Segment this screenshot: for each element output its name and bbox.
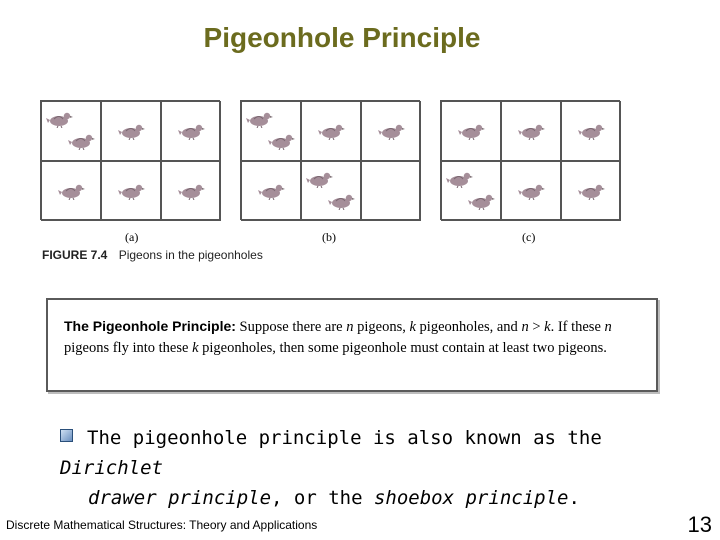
pigeonhole	[301, 101, 361, 161]
var-k: k	[544, 319, 551, 335]
var-n: n	[346, 319, 354, 335]
pigeon-icon	[518, 122, 546, 140]
principle-text-4: >	[528, 319, 545, 335]
pigeon-icon	[258, 182, 286, 200]
pigeon-icon	[178, 182, 206, 200]
principle-heading: The Pigeonhole Principle:	[64, 318, 236, 334]
bullet-term-shoebox: shoebox principle	[373, 487, 569, 509]
principle-text-7: pigeonholes, then some pigeonhole must contain at least two pigeons.	[198, 340, 607, 356]
pigeon-icon	[306, 170, 334, 188]
panel-label-a: (a)	[125, 230, 139, 244]
bullet-text-3: .	[568, 487, 580, 509]
pigeonhole-grid-a	[40, 100, 220, 220]
slide-title: Pigeonhole Principle	[203, 22, 481, 53]
square-bullet-icon	[60, 429, 73, 442]
var-k: k	[192, 340, 199, 356]
pigeonhole	[101, 161, 161, 221]
page-number: 13	[687, 512, 712, 537]
pigeon-icon	[268, 132, 296, 150]
pigeon-icon	[458, 122, 486, 140]
principle-box	[46, 298, 658, 392]
pigeon-icon	[578, 122, 606, 140]
pigeon-icon	[578, 182, 606, 200]
pigeon-icon	[68, 132, 96, 150]
panel-label-b: (b)	[322, 230, 336, 244]
principle-statement	[64, 316, 644, 359]
pigeonhole	[161, 161, 221, 221]
pigeonhole	[361, 161, 421, 221]
pigeon-icon	[58, 182, 86, 200]
pigeon-icon	[468, 192, 496, 210]
pigeonhole	[161, 101, 221, 161]
var-k: k	[409, 319, 416, 335]
pigeon-icon	[118, 122, 146, 140]
pigeon-icon	[518, 182, 546, 200]
pigeon-icon	[246, 110, 274, 128]
pigeonhole	[561, 101, 621, 161]
principle-text-6: pigeons fly into these	[64, 340, 193, 356]
pigeonhole	[241, 101, 301, 161]
bullet-text-1: The pigeonhole principle is also known as the	[87, 427, 602, 449]
principle-text-2: pigeons,	[353, 319, 410, 335]
pigeon-icon	[446, 170, 474, 188]
pigeonhole-grid-c	[440, 100, 620, 220]
principle-text-1: Suppose there are	[235, 319, 347, 335]
slide-footer: Discrete Mathematical Structures: Theory and Applications	[6, 518, 318, 532]
bullet-term-dirichlet: Dirichlet	[60, 457, 163, 479]
pigeonhole	[441, 101, 501, 161]
pigeon-figure	[40, 100, 640, 270]
pigeonhole	[441, 161, 501, 221]
bullet-text-2: , or the	[271, 487, 374, 509]
pigeonhole	[41, 161, 101, 221]
figure-caption	[42, 248, 263, 262]
pigeonhole	[361, 101, 421, 161]
pigeon-icon	[178, 122, 206, 140]
var-n: n	[521, 319, 529, 335]
bullet-term-drawer: drawer principle	[88, 487, 272, 509]
pigeon-icon	[318, 122, 346, 140]
principle-text-5: . If these	[550, 319, 605, 335]
figure-number: FIGURE 7.4	[42, 248, 108, 262]
pigeonhole	[301, 161, 361, 221]
pigeonhole	[501, 101, 561, 161]
pigeon-icon	[118, 182, 146, 200]
var-n: n	[604, 319, 612, 335]
pigeonhole	[241, 161, 301, 221]
panel-label-c: (c)	[522, 230, 536, 244]
pigeon-icon	[378, 122, 406, 140]
figure-caption-text: Pigeons in the pigeonholes	[118, 248, 263, 262]
pigeon-icon	[328, 192, 356, 210]
pigeonhole	[41, 101, 101, 161]
pigeonhole	[101, 101, 161, 161]
pigeon-icon	[46, 110, 74, 128]
pigeonhole	[501, 161, 561, 221]
pigeonhole	[561, 161, 621, 221]
pigeonhole-grid-b	[240, 100, 420, 220]
principle-text-3: pigeonholes, and	[415, 319, 522, 335]
bullet-item	[60, 423, 700, 513]
